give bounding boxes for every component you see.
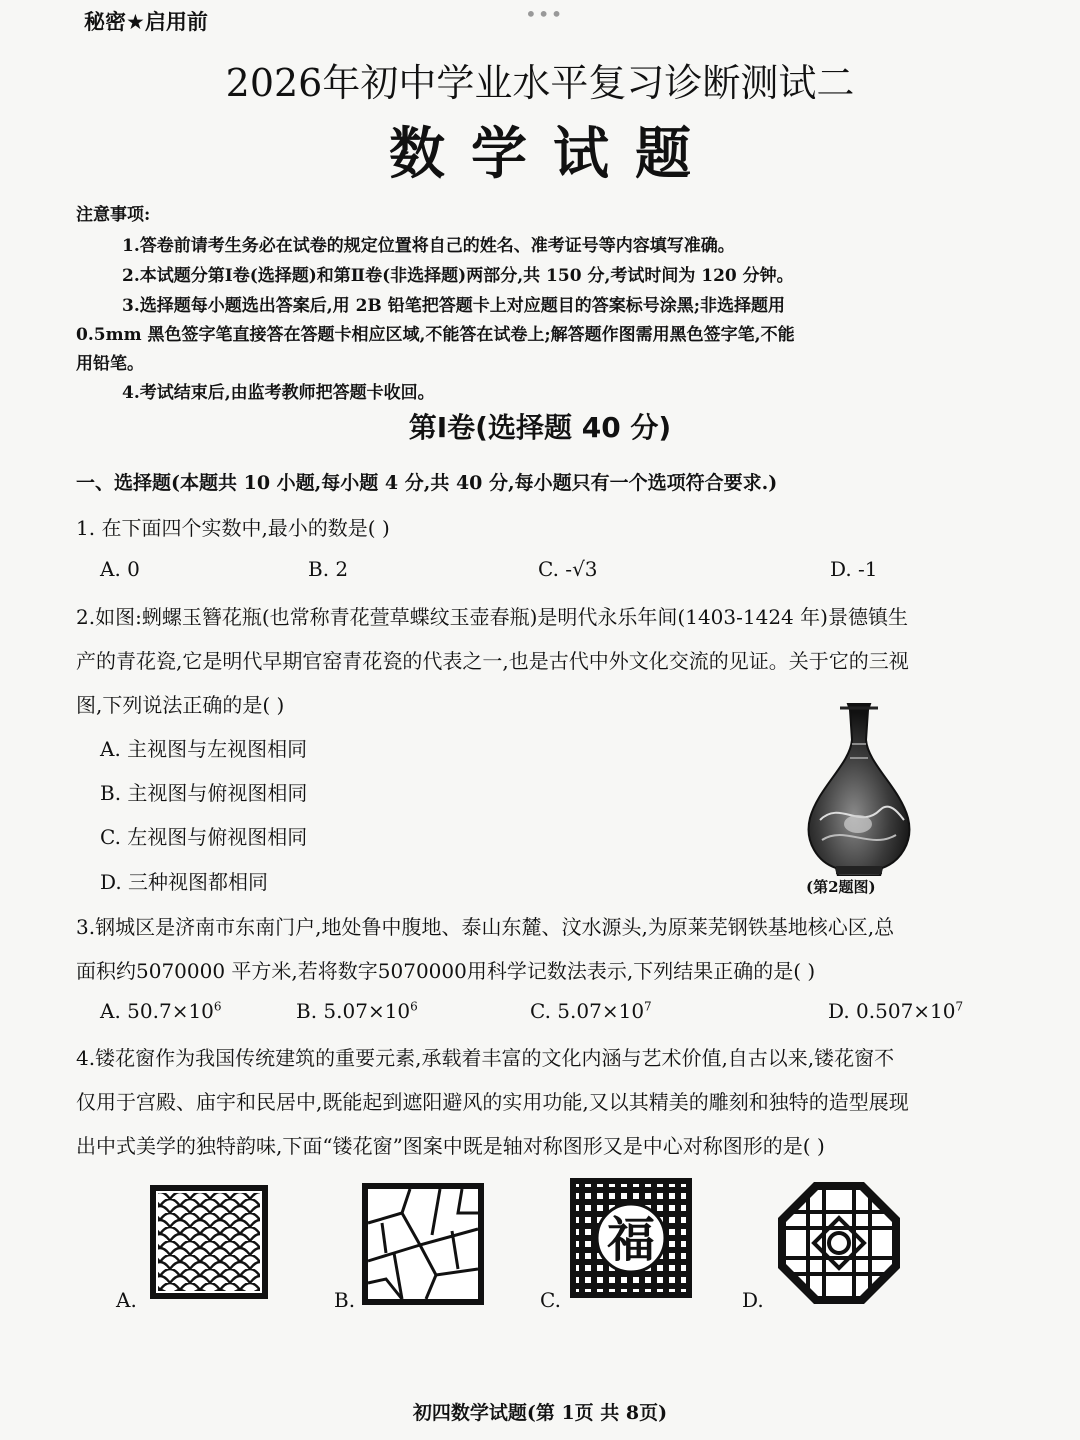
vase-image xyxy=(800,700,918,876)
window-a-label: A. xyxy=(116,1288,137,1312)
notice-item-3-cont: 0.5mm 黑色签字笔直接答在答题卡相应区域,不能答在试卷上;解答题作图需用黑色签字笔,不能 xyxy=(76,325,795,345)
window-a-image xyxy=(150,1185,268,1299)
q1-option-c xyxy=(538,557,598,581)
q3-option-b-base: B. 5.07×10 xyxy=(296,999,411,1023)
q1-option-c-prefix: C. - xyxy=(538,557,573,581)
q2-line-2: 产的青花瓷,它是明代早期官窑青花瓷的代表之一,也是古代中外文化交流的见证。关于它的三视 xyxy=(76,649,909,673)
window-b-image xyxy=(362,1183,484,1305)
part-1-title: 第Ⅰ卷(选择题 40 分) xyxy=(408,411,672,444)
notice-item-4: 4.考试结束后,由监考教师把答题卡收回。 xyxy=(122,383,435,403)
page-footer: 初四数学试题(第 1页 共 8页) xyxy=(412,1402,668,1424)
q2-option-b: B. 主视图与俯视图相同 xyxy=(100,781,308,805)
q2-option-a: A. 主视图与左视图相同 xyxy=(100,737,308,761)
q4-line-1: 4.镂花窗作为我国传统建筑的重要元素,承载着丰富的文化内涵与艺术价值,自古以来,镂花窗不 xyxy=(76,1046,895,1070)
q1-option-a: A. 0 xyxy=(100,557,140,581)
window-b-label: B. xyxy=(334,1288,356,1312)
q1-stem: 1. 在下面四个实数中,最小的数是( ) xyxy=(76,516,390,540)
notice-item-3-end: 用铅笔。 xyxy=(76,354,144,374)
confidential-mark: 秘密★启用前 xyxy=(84,10,208,34)
q1-option-d: D. -1 xyxy=(830,557,878,581)
q3-option-b-exp: 6 xyxy=(410,999,418,1014)
sqrt-expression: √3 xyxy=(572,557,598,581)
q3-option-d xyxy=(828,999,963,1023)
exam-title: 2026年初中学业水平复习诊断测试二 xyxy=(225,61,855,105)
window-c-label: C. xyxy=(540,1288,561,1312)
q3-option-c-exp: 7 xyxy=(644,999,652,1014)
q3-option-c-base: C. 5.07×10 xyxy=(530,999,645,1023)
q3-option-d-base: D. 0.507×10 xyxy=(828,999,956,1023)
notice-item-2: 2.本试题分第Ⅰ卷(选择题)和第Ⅱ卷(非选择题)两部分,共 150 分,考试时间为 120 分钟。 xyxy=(122,266,794,286)
q3-option-d-exp: 7 xyxy=(955,999,964,1014)
q3-option-a xyxy=(100,999,222,1023)
fu-character: 福 xyxy=(606,1212,656,1268)
q3-option-c xyxy=(530,999,652,1023)
notice-heading: 注意事项: xyxy=(76,205,151,225)
q1-option-b: B. 2 xyxy=(308,557,349,581)
q3-option-a-exp: 6 xyxy=(213,999,222,1014)
q2-line-3: 图,下列说法正确的是( ) xyxy=(76,693,285,717)
notice-item-3: 3.选择题每小题选出答案后,用 2B 铅笔把答题卡上对应题目的答案标号涂黑;非选择题用 xyxy=(122,296,785,316)
notice-item-1: 1.答卷前请考生务必在试卷的规定位置将自己的姓名、准考证号等内容填写准确。 xyxy=(122,236,735,256)
window-c-image xyxy=(570,1178,692,1298)
q3-option-a-base: A. 50.7×10 xyxy=(100,999,214,1023)
q3-line-2: 面积约5070000 平方米,若将数字5070000用科学记数法表示,下列结果正确的是( ) xyxy=(76,959,816,983)
q2-option-c: C. 左视图与俯视图相同 xyxy=(100,825,308,849)
q2-option-d: D. 三种视图都相同 xyxy=(100,870,269,894)
subject-title: 数学试题 xyxy=(389,121,717,187)
figure-2-caption: (第2题图) xyxy=(806,878,876,896)
q4-line-2: 仅用于宫殿、庙宇和民居中,既能起到遮阳避风的实用功能,又以其精美的雕刻和独特的造型展现 xyxy=(76,1090,909,1114)
window-d-image xyxy=(774,1178,904,1308)
more-menu-icon[interactable]: ••• xyxy=(525,2,564,26)
section-1-heading: 一、选择题(本题共 10 小题,每小题 4 分,共 40 分,每小题只有一个选项符合要求.) xyxy=(76,472,778,494)
q3-option-b xyxy=(296,999,418,1023)
q2-line-1: 2.如图:蛚螺玉簪花瓶(也常称青花萱草蝶纹玉壶春瓶)是明代永乐年间(1403-1424 年)景德镇生 xyxy=(76,605,908,629)
q4-line-3: 出中式美学的独特韵味,下面“镂花窗”图案中既是轴对称图形又是中心对称图形的是( ) xyxy=(76,1134,825,1158)
window-d-label: D. xyxy=(742,1288,764,1312)
q3-line-1: 3.钢城区是济南市东南门户,地处鲁中腹地、泰山东麓、汶水源头,为原莱芜钢铁基地核心区,总 xyxy=(76,915,895,939)
